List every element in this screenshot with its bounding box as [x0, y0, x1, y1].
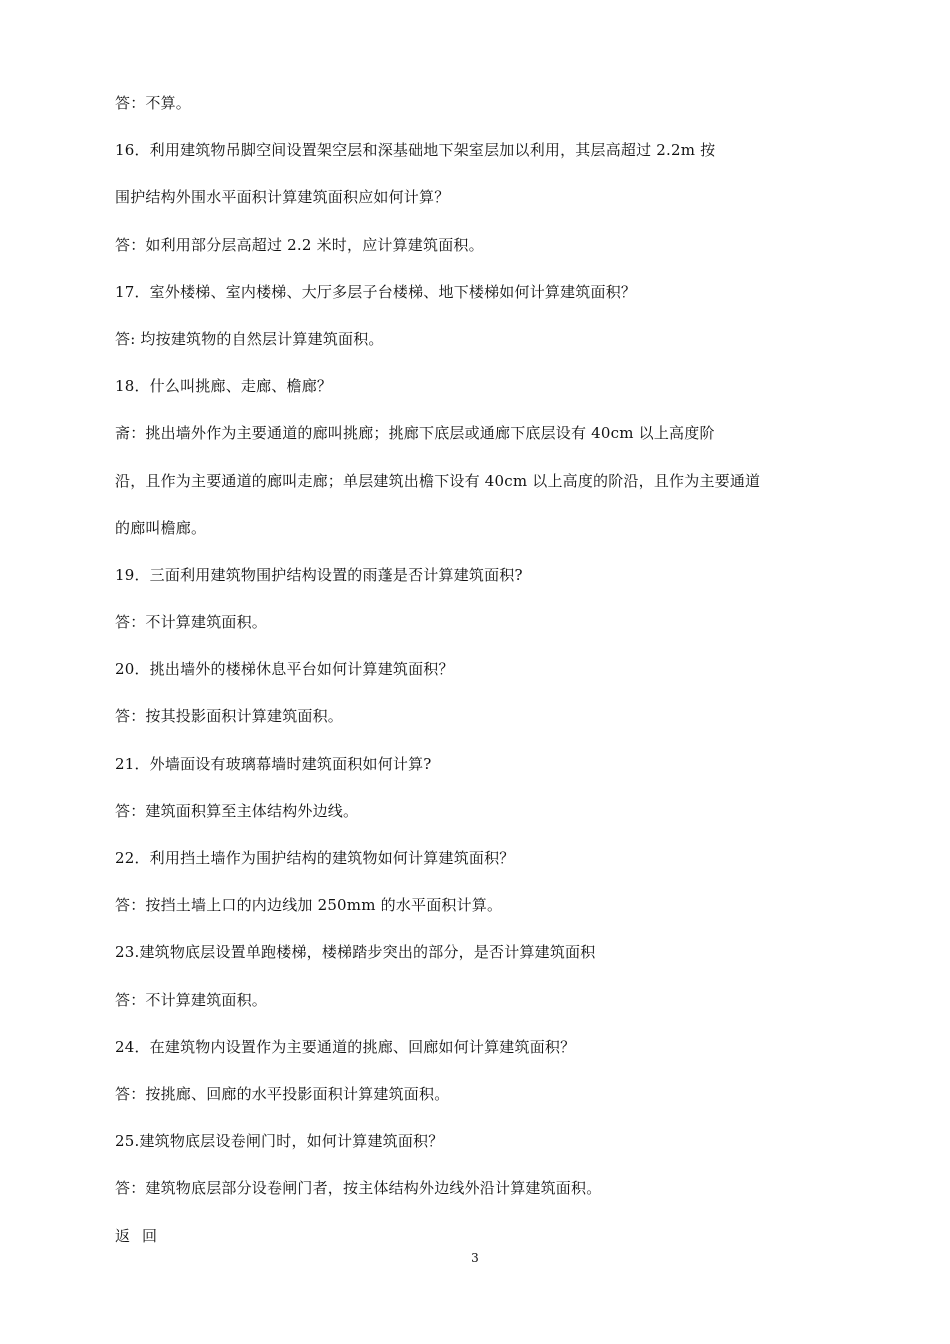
page-number: 3 [471, 1251, 479, 1265]
answer-25: 答：建筑物底层部分设卷闸门者，按主体结构外边线外沿计算建筑面积。 [115, 1179, 602, 1198]
question-17: 17．室外楼梯、室内楼梯、大厅多层子台楼梯、地下楼梯如何计算建筑面积？ [115, 282, 637, 301]
answer-19: 答：不计算建筑面积。 [115, 613, 268, 632]
question-24: 24．在建筑物内设置作为主要通道的挑廊、回廊如何计算建筑面积？ [115, 1037, 576, 1056]
question-23: 23.建筑物底层设置单跑楼梯，楼梯踏步突出的部分，是否计算建筑面积 [115, 943, 596, 962]
answer-18-line-1: 斋：挑出墙外作为主要通道的廊叫挑廊；挑廊下底层或通廊下底层设有 40cm 以上高度阶 [115, 424, 715, 443]
question-22: 22．利用挡土墙作为围护结构的建筑物如何计算建筑面积？ [115, 849, 515, 867]
question-25: 25.建筑物底层设卷闸门时，如何计算建筑面积？ [115, 1132, 444, 1151]
answer-18-line-2: 沿，且作为主要通道的廊叫走廊；单层建筑出檐下设有 40cm 以上高度的阶沿，且作为主要通道 [115, 471, 761, 490]
answer-15: 答：不算。 [115, 94, 192, 112]
answer-22: 答：按挡土墙上口的内边线加 250mm 的水平面积计算。 [115, 896, 503, 915]
answer-23: 答：不计算建筑面积。 [115, 990, 268, 1009]
answer-24: 答：按挑廊、回廊的水平投影面积计算建筑面积。 [115, 1084, 450, 1103]
answer-16: 答：如利用部分层高超过 2.2 米时，应计算建筑面积。 [115, 235, 484, 254]
return-link[interactable]: 返回 [115, 1226, 170, 1245]
question-21: 21．外墙面设有玻璃幕墙时建筑面积如何计算? [115, 754, 432, 773]
question-16-line-1: 16．利用建筑物吊脚空间设置架空层和深基础地下架室层加以利用，其层高超过 2.2m 按 [115, 141, 716, 160]
answer-21: 答：建筑面积算至主体结构外边线。 [115, 801, 359, 820]
answer-20: 答：按其投影面积计算建筑面积。 [115, 707, 344, 726]
answer-18-line-3: 的廊叫檐廊。 [115, 518, 207, 537]
question-19: 19．三面利用建筑物围护结构设置的雨蓬是否计算建筑面积? [115, 565, 523, 584]
question-18: 18．什么叫挑廊、走廊、檐廊？ [115, 377, 333, 396]
answer-17: 答: 均按建筑物的自然层计算建筑面积。 [115, 329, 384, 348]
question-16-line-2: 围护结构外围水平面积计算建筑面积应如何计算？ [115, 188, 450, 207]
page-content [115, 83, 835, 1263]
question-20: 20．挑出墙外的楼梯休息平台如何计算建筑面积？ [115, 660, 454, 679]
